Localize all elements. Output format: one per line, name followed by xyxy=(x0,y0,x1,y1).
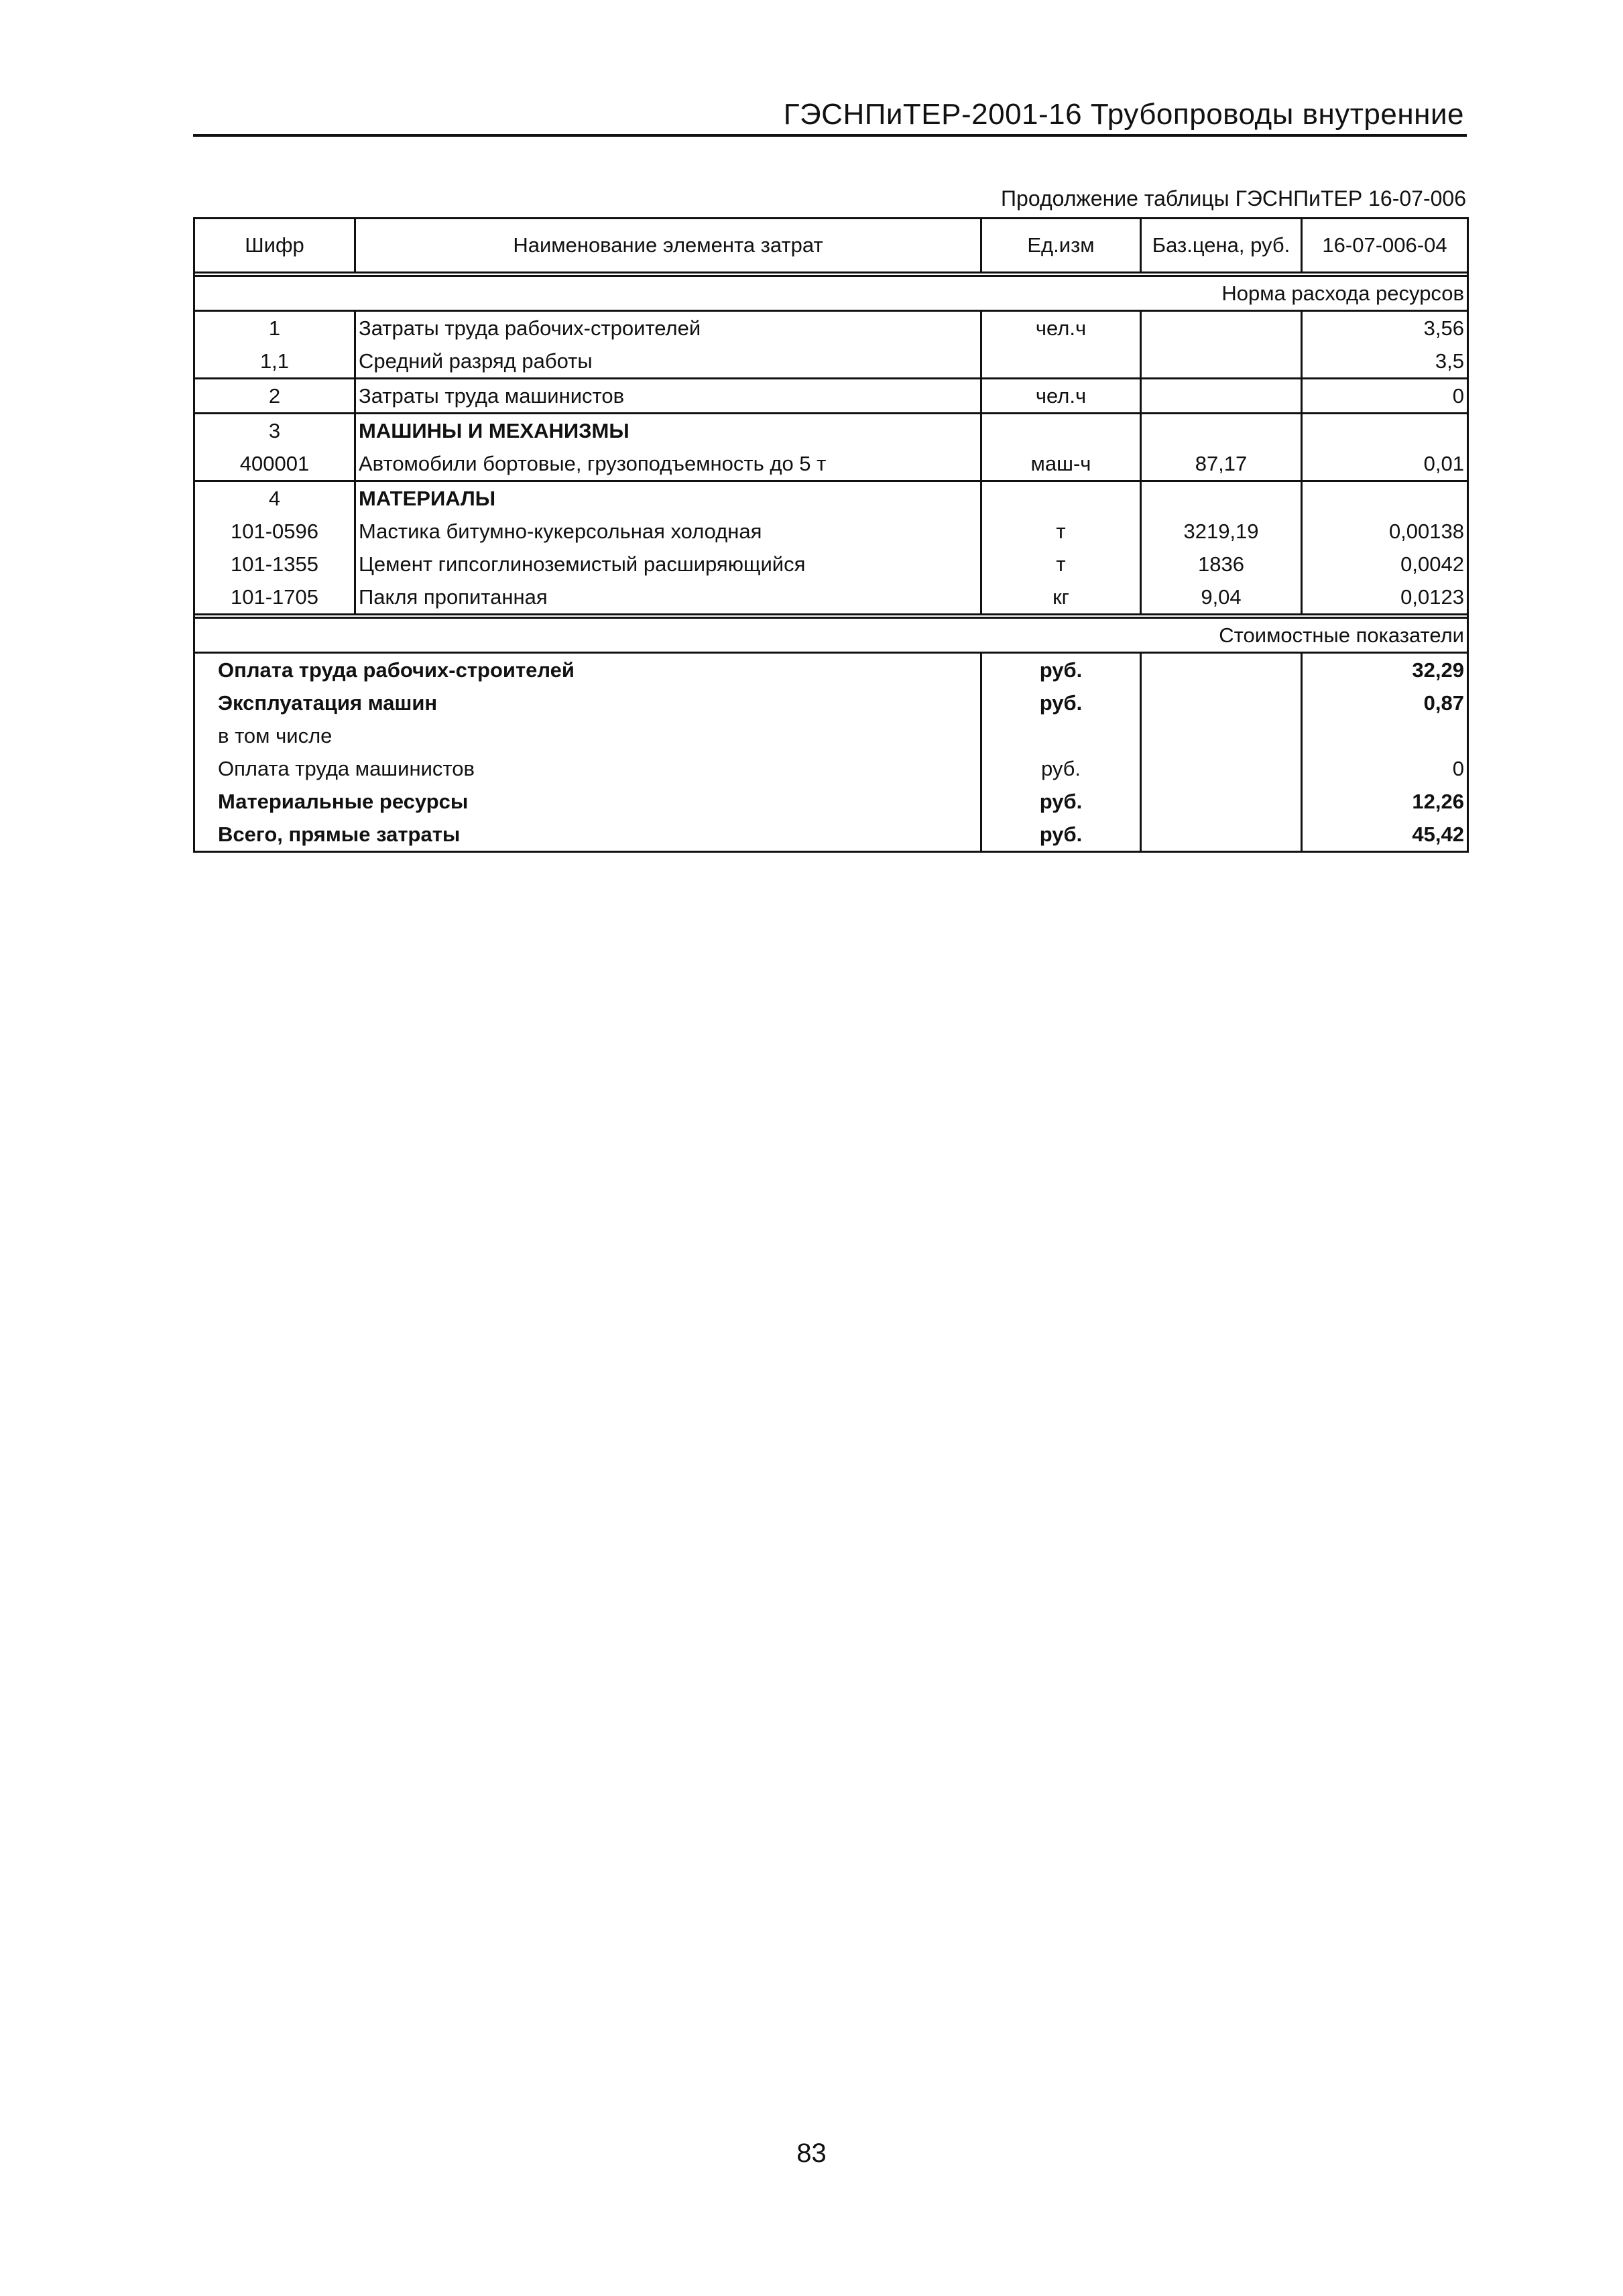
cell-value: 0 xyxy=(1302,752,1468,785)
cost-rows xyxy=(194,653,1468,852)
table-row xyxy=(194,515,1468,548)
cell-unit: чел.ч xyxy=(981,311,1141,345)
cell-value xyxy=(1302,481,1468,516)
cell-value xyxy=(1302,719,1468,752)
cell-value: 0,87 xyxy=(1302,686,1468,719)
cell-name: Затраты труда машинистов xyxy=(355,379,981,414)
cell-name: МАТЕРИАЛЫ xyxy=(355,481,981,516)
cell-name: Мастика битумно-кукерсольная холодная xyxy=(355,515,981,548)
table-row xyxy=(194,379,1468,414)
cell-price: 9,04 xyxy=(1141,581,1302,615)
page-number: 83 xyxy=(796,2138,827,2168)
cell-price xyxy=(1141,818,1302,852)
cell-unit: руб. xyxy=(981,686,1141,719)
cell-price: 3219,19 xyxy=(1141,515,1302,548)
cell-value: 32,29 xyxy=(1302,653,1468,687)
page-header xyxy=(193,94,1467,137)
cell-unit: т xyxy=(981,548,1141,581)
cell-code: 101-1355 xyxy=(194,548,355,581)
cell-value: 0 xyxy=(1302,379,1468,414)
section-row-cost xyxy=(194,618,1468,653)
cell-unit: руб. xyxy=(981,653,1141,687)
cell-code: 3 xyxy=(194,414,355,448)
table-row xyxy=(194,785,1468,818)
table-row xyxy=(194,311,1468,345)
column-header-name: Наименование элемента затрат xyxy=(355,219,981,273)
table-row xyxy=(194,481,1468,516)
table-caption: Продолжение таблицы ГЭСНПиТЕР 16-07-006 xyxy=(1001,186,1466,210)
cell-unit: кг xyxy=(981,581,1141,615)
table-row xyxy=(194,686,1468,719)
cell-price xyxy=(1141,481,1302,516)
table-header-row xyxy=(194,219,1468,273)
cell-price: 1836 xyxy=(1141,548,1302,581)
column-header-norm-code: 16-07-006-04 xyxy=(1302,219,1468,273)
cell-unit: маш-ч xyxy=(981,447,1141,481)
cell-value: 3,5 xyxy=(1302,345,1468,379)
cell-name: Автомобили бортовые, грузоподъемность до 5 т xyxy=(355,447,981,481)
cell-name: Цемент гипсоглиноземистый расширяющийся xyxy=(355,548,981,581)
cell-indicator-name: в том числе xyxy=(194,719,981,752)
cell-price xyxy=(1141,752,1302,785)
cell-unit: т xyxy=(981,515,1141,548)
cell-name: Средний разряд работы xyxy=(355,345,981,379)
cell-price xyxy=(1141,345,1302,379)
table-row xyxy=(194,345,1468,379)
cell-value: 0,0042 xyxy=(1302,548,1468,581)
resource-rows xyxy=(194,311,1468,615)
cell-price xyxy=(1141,414,1302,448)
cell-code: 400001 xyxy=(194,447,355,481)
table-row xyxy=(194,818,1468,852)
cell-indicator-name: Всего, прямые затраты xyxy=(194,818,981,852)
cell-price xyxy=(1141,686,1302,719)
cell-price: 87,17 xyxy=(1141,447,1302,481)
cell-name: Пакля пропитанная xyxy=(355,581,981,615)
cell-unit xyxy=(981,481,1141,516)
table-row xyxy=(194,414,1468,448)
cell-value xyxy=(1302,414,1468,448)
cell-value: 3,56 xyxy=(1302,311,1468,345)
cell-unit: руб. xyxy=(981,818,1141,852)
cell-name: МАШИНЫ И МЕХАНИЗМЫ xyxy=(355,414,981,448)
cell-unit xyxy=(981,345,1141,379)
cell-code: 1 xyxy=(194,311,355,345)
cell-code: 101-1705 xyxy=(194,581,355,615)
cell-indicator-name: Оплата труда рабочих-строителей xyxy=(194,653,981,687)
cell-unit xyxy=(981,414,1141,448)
table-row xyxy=(194,752,1468,785)
column-header-code: Шифр xyxy=(194,219,355,273)
document-title: ГЭСНПиТЕР-2001-16 Трубопроводы внутренние xyxy=(783,98,1464,131)
table-row xyxy=(194,447,1468,481)
cell-code: 2 xyxy=(194,379,355,414)
cell-code: 1,1 xyxy=(194,345,355,379)
cell-indicator-name: Эксплуатация машин xyxy=(194,686,981,719)
table-row xyxy=(194,653,1468,687)
section-label-cost: Стоимостные показатели xyxy=(194,618,1468,653)
cell-value: 0,0123 xyxy=(1302,581,1468,615)
cell-price xyxy=(1141,379,1302,414)
cell-indicator-name: Материальные ресурсы xyxy=(194,785,981,818)
section-row-resources xyxy=(194,276,1468,311)
section-label-resources: Норма расхода ресурсов xyxy=(194,276,1468,311)
cell-name: Затраты труда рабочих-строителей xyxy=(355,311,981,345)
cell-unit: руб. xyxy=(981,752,1141,785)
cell-value: 12,26 xyxy=(1302,785,1468,818)
table-row xyxy=(194,719,1468,752)
cell-price xyxy=(1141,719,1302,752)
cell-unit xyxy=(981,719,1141,752)
table-row xyxy=(194,548,1468,581)
cell-code: 4 xyxy=(194,481,355,516)
cell-unit: чел.ч xyxy=(981,379,1141,414)
cell-price xyxy=(1141,311,1302,345)
cell-value: 0,01 xyxy=(1302,447,1468,481)
cell-indicator-name: Оплата труда машинистов xyxy=(194,752,981,785)
cell-code: 101-0596 xyxy=(194,515,355,548)
cell-price xyxy=(1141,785,1302,818)
column-header-price: Баз.цена, руб. xyxy=(1141,219,1302,273)
column-header-unit: Ед.изм xyxy=(981,219,1141,273)
cell-value: 0,00138 xyxy=(1302,515,1468,548)
table-row xyxy=(194,581,1468,615)
cell-unit: руб. xyxy=(981,785,1141,818)
resource-table xyxy=(193,217,1469,853)
cell-value: 45,42 xyxy=(1302,818,1468,852)
cell-price xyxy=(1141,653,1302,687)
